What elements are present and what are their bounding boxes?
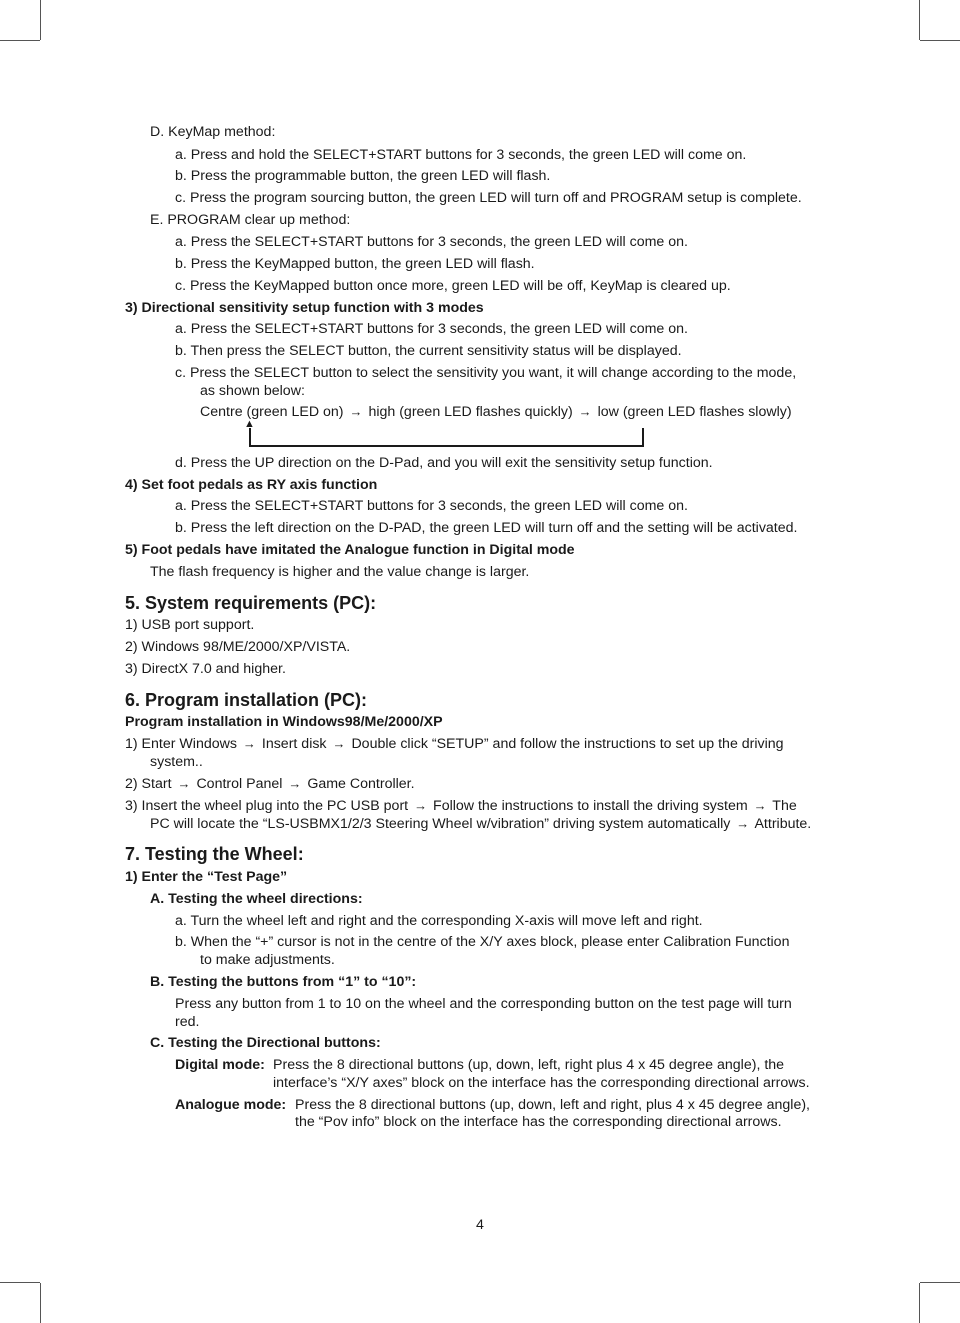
sensitivity-step-c: c. Press the SELECT button to select the sensitivity you want, it will change according to the mode, <box>175 365 797 381</box>
digital-mode-text-cont: interface’s “X/Y axes” block on the interface has the corresponding directional arrows. <box>273 1075 810 1091</box>
pedals-step-b: b. Press the left direction on the D-PAD, the green LED will turn off and the setting will be activated. <box>175 520 798 536</box>
arrow-right-icon: → <box>288 776 302 791</box>
keymap-step-c: c. Press the program sourcing button, the green LED will turn off and PROGRAM setup is complete. <box>175 190 802 206</box>
keymap-step-a: a. Press and hold the SELECT+START buttons for 3 seconds, the green LED will come on. <box>175 147 747 163</box>
mode-low: low (green LED flashes slowly) <box>597 404 792 420</box>
arrow-right-icon: → <box>414 798 428 813</box>
clear-step-a: a. Press the SELECT+START buttons for 3 seconds, the green LED will come on. <box>175 234 688 250</box>
test-buttons-title: B. Testing the buttons from “1” to “10”: <box>150 974 417 990</box>
crop-mark <box>0 40 40 41</box>
arrow-right-icon: → <box>332 736 346 751</box>
install-step-1: 1) Enter Windows → Insert disk → Double click “SETUP” and follow the instructions to set up the driving <box>125 736 784 752</box>
analogue-mode-text-cont: the “Pov info” block on the interface has the corresponding directional arrows. <box>295 1114 782 1130</box>
crop-mark <box>920 40 960 41</box>
pedals-step-a: a. Press the SELECT+START buttons for 3 seconds, the green LED will come on. <box>175 498 688 514</box>
arrow-right-icon: → <box>177 776 191 791</box>
test-dpad-title: C. Testing the Directional buttons: <box>150 1035 381 1051</box>
analogue-mode-label: Analogue mode: <box>175 1097 287 1113</box>
sysreq-item-1: 1) USB port support. <box>125 617 255 633</box>
arrow-right-icon: → <box>736 816 750 831</box>
test-directions-a: a. Turn the wheel left and right and the corresponding X-axis will move left and right. <box>175 913 703 929</box>
loop-arrow-bottom <box>249 445 644 447</box>
crop-mark <box>0 1282 40 1283</box>
mode-centre: Centre (green LED on) <box>200 404 344 420</box>
test-buttons-text-cont: red. <box>175 1014 200 1030</box>
analogue-title: 5) Foot pedals have imitated the Analogue function in Digital mode <box>125 542 575 558</box>
sysreq-item-2: 2) Windows 98/ME/2000/XP/VISTA. <box>125 639 351 655</box>
clear-step-b: b. Press the KeyMapped button, the green LED will flash. <box>175 256 535 272</box>
crop-mark <box>919 0 920 40</box>
arrow-right-icon: → <box>242 736 256 751</box>
test-directions-title: A. Testing the wheel directions: <box>150 891 363 907</box>
digital-mode-label: Digital mode: <box>175 1057 265 1073</box>
sensitivity-step-c-cont: as shown below: <box>200 383 305 399</box>
install-heading: 6. Program installation (PC): <box>125 690 368 710</box>
pedals-title: 4) Set foot pedals as RY axis function <box>125 477 378 493</box>
sensitivity-title: 3) Directional sensitivity setup function with 3 modes <box>125 300 484 316</box>
crop-mark <box>920 1282 960 1283</box>
install-step-1-cont: system.. <box>150 754 203 770</box>
keymap-step-b: b. Press the programmable button, the green LED will flash. <box>175 168 551 184</box>
crop-mark <box>40 0 41 40</box>
test-buttons-text: Press any button from 1 to 10 on the wheel and the corresponding button on the test page will turn <box>175 996 792 1012</box>
sensitivity-step-b: b. Then press the SELECT button, the current sensitivity status will be displayed. <box>175 343 682 359</box>
sensitivity-step-a: a. Press the SELECT+START buttons for 3 seconds, the green LED will come on. <box>175 321 688 337</box>
install-step-2: 2) Start → Control Panel → Game Controller. <box>125 776 415 792</box>
test-directions-b: b. When the “+” cursor is not in the centre of the X/Y axes block, please enter Calibration Function <box>175 934 790 950</box>
digital-mode-text: Press the 8 directional buttons (up, down, left, right plus 4 x 45 degree angle), the <box>273 1057 785 1073</box>
clear-step-c: c. Press the KeyMapped button once more, green LED will be off, KeyMap is cleared up. <box>175 278 731 294</box>
page-number: 4 <box>476 1217 484 1233</box>
crop-mark <box>919 1283 920 1323</box>
test-page-title: 1) Enter the “Test Page” <box>125 869 288 885</box>
sysreq-item-3: 3) DirectX 7.0 and higher. <box>125 661 286 677</box>
arrow-right-icon: → <box>349 404 363 419</box>
sensitivity-step-d: d. Press the UP direction on the D-Pad, and you will exit the sensitivity setup function. <box>175 455 713 471</box>
mode-high: high (green LED flashes quickly) <box>368 404 573 420</box>
keymap-title: D. KeyMap method: <box>150 124 276 140</box>
arrow-right-icon: → <box>578 404 592 419</box>
mode-cycle <box>200 403 792 421</box>
clear-title: E. PROGRAM clear up method: <box>150 212 351 228</box>
loop-arrow-right-leg <box>642 428 644 446</box>
testing-heading: 7. Testing the Wheel: <box>125 844 304 864</box>
analogue-mode-text: Press the 8 directional buttons (up, down, left and right, plus 4 x 45 degree angle), <box>295 1097 811 1113</box>
analogue-text: The flash frequency is higher and the value change is larger. <box>150 564 530 580</box>
test-directions-b-cont: to make adjustments. <box>200 952 335 968</box>
install-step-3-cont: PC will locate the “LS-USBMX1/2/3 Steering Wheel w/vibration” driving system automatically → Attribute. <box>150 816 812 832</box>
sysreq-heading: 5. System requirements (PC): <box>125 593 377 613</box>
arrow-right-icon: → <box>753 798 767 813</box>
crop-mark <box>40 1283 41 1323</box>
install-step-3: 3) Insert the wheel plug into the PC USB port → Follow the instructions to install the driving system → The <box>125 798 797 814</box>
up-arrow-icon: ▲ <box>244 418 255 430</box>
install-subheading: Program installation in Windows98/Me/2000/XP <box>125 714 443 730</box>
